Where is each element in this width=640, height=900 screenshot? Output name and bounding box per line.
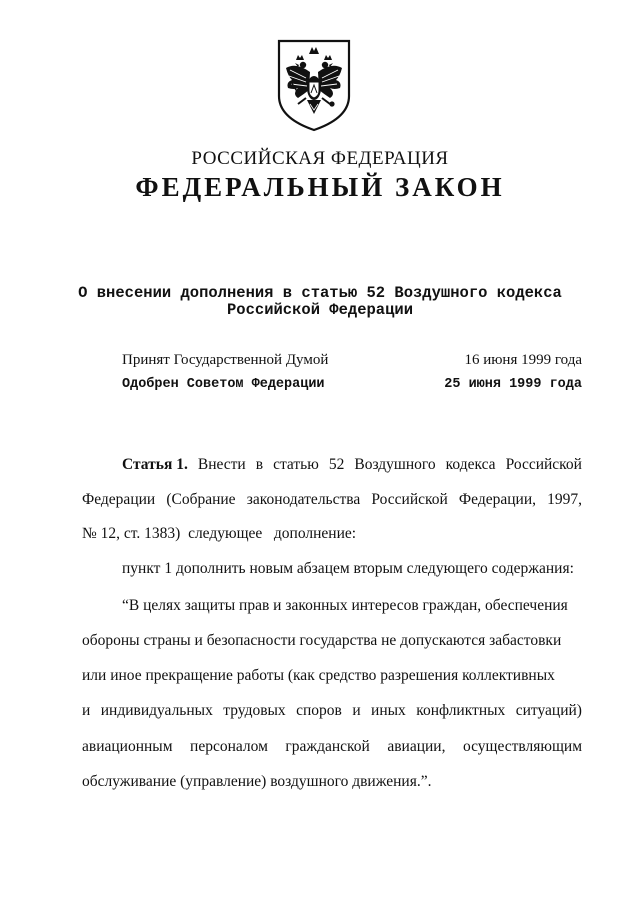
quote-line-5 — [82, 737, 582, 757]
word: Внести — [197, 456, 246, 473]
word: индивидуальных — [100, 702, 213, 719]
word: Воздушного — [354, 456, 436, 473]
article-1-line-3: № 12, ст. 1383) следующее дополнение: — [82, 525, 357, 542]
word: Федерации, — [458, 491, 536, 508]
word: гражданской — [285, 738, 370, 755]
law-title-line-2: Российской Федерации — [226, 301, 414, 319]
word: осуществляющим — [462, 738, 582, 755]
word: конфликтных — [416, 702, 506, 719]
quote-line-6: обслуживание (управление) воздушного движения.”. — [82, 773, 432, 790]
adoption-row-duma — [122, 352, 582, 369]
word: авиационным — [82, 738, 173, 755]
word: (Собрание — [166, 491, 236, 508]
word: персоналом — [190, 738, 268, 755]
quote-line-3: или иное прекращение работы (как средство разрешения коллективных — [82, 667, 555, 684]
article-label: Статья 1. — [122, 456, 188, 473]
approved-by: Одобрен Советом Федерации — [122, 377, 325, 392]
word: Федерации — [82, 491, 156, 508]
quote-line-4 — [82, 701, 582, 721]
word: споров — [296, 702, 342, 719]
country-heading: РОССИЙСКАЯ ФЕДЕРАЦИЯ — [191, 148, 449, 169]
adopted-date: 16 июня 1999 года — [464, 352, 582, 368]
word: законодательства — [246, 491, 361, 508]
adopted-by: Принят Государственной Думой — [122, 352, 329, 368]
law-title — [0, 285, 640, 319]
article-1-line-2 — [82, 490, 582, 510]
article-1-line-4: пункт 1 дополнить новым абзацем вторым следующего содержания: — [122, 560, 574, 577]
word: иных — [371, 702, 406, 719]
word: и — [352, 702, 361, 719]
word: 52 — [328, 456, 345, 473]
quote-line-2: обороны страны и безопасности государства не допускаются забастовки — [82, 632, 562, 649]
word: кодекса — [445, 456, 496, 473]
state-emblem-icon — [276, 38, 352, 132]
document-type-heading: ФЕДЕРАЛЬНЫЙ ЗАКОН — [135, 172, 505, 202]
word: статью — [273, 456, 319, 473]
word: Российской — [371, 491, 448, 508]
law-title-line-1: О внесении дополнения в статью 52 Воздушного кодекса — [78, 284, 562, 302]
word: ситуаций) — [515, 702, 582, 719]
word: в — [255, 456, 264, 473]
approved-date: 25 июня 1999 года — [444, 377, 582, 392]
adoption-row-council — [122, 377, 582, 392]
article-1-line-1 — [122, 455, 582, 475]
word: Российской — [505, 456, 582, 473]
quote-line-1: “В целях защиты прав и законных интересов граждан, обеспечения — [122, 597, 568, 614]
word: 1997, — [547, 491, 582, 508]
word: авиации, — [387, 738, 446, 755]
word: и — [82, 702, 91, 719]
word: трудовых — [223, 702, 286, 719]
